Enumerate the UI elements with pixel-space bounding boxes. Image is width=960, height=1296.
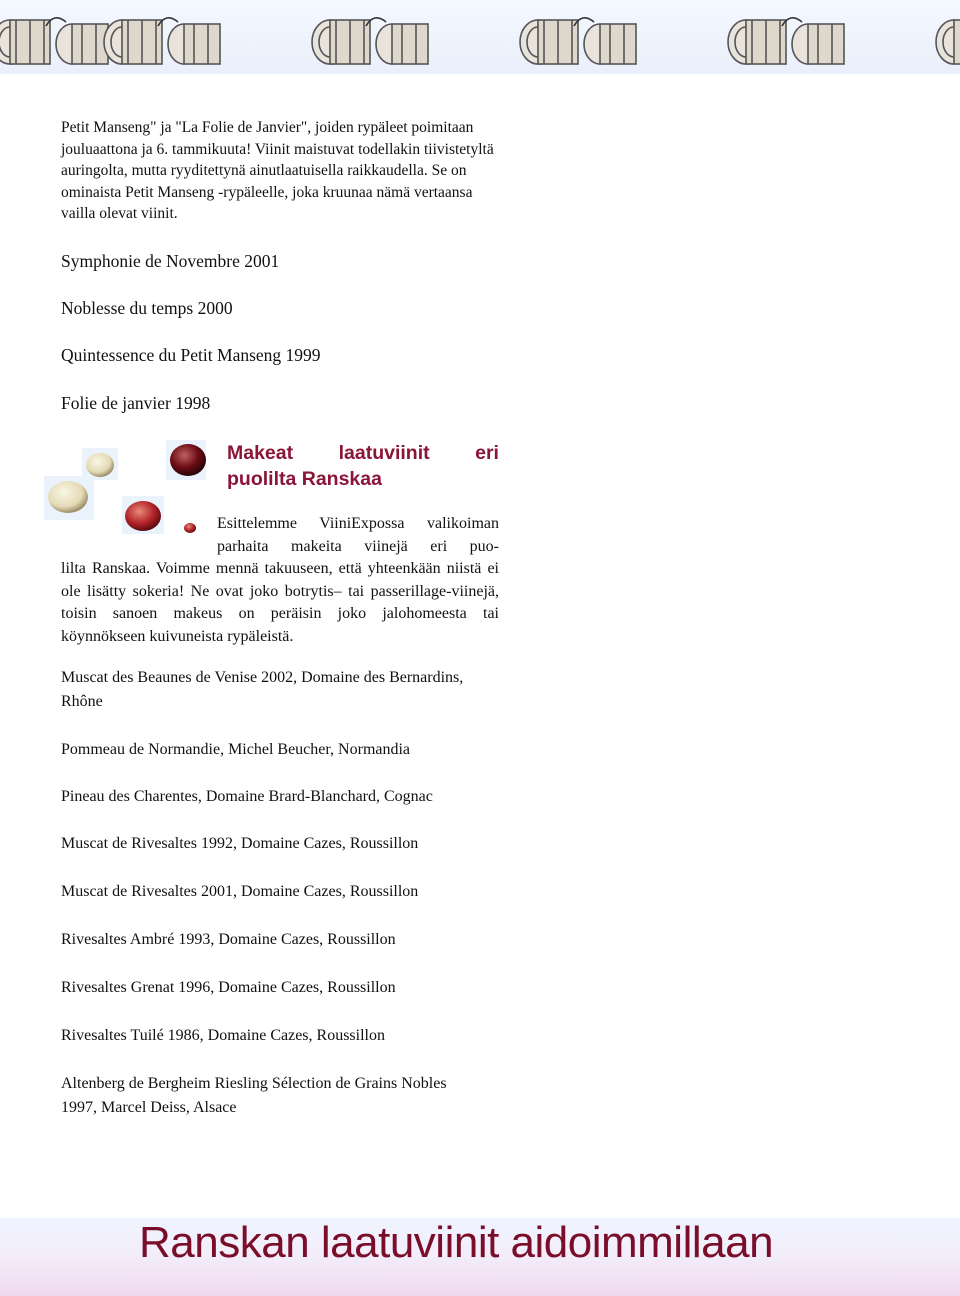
featured-wine-item: Symphonie de Novembre 2001: [61, 251, 280, 271]
promo-heading-line: puolilta Ranskaa: [227, 468, 382, 490]
featured-wine-item: Folie de janvier 1998: [61, 393, 211, 413]
featured-wine-item: Quintessence du Petit Manseng 1999: [61, 345, 321, 365]
featured-wine-item: Noblesse du temps 2000: [61, 298, 233, 318]
header-barrel-band: [0, 0, 960, 74]
promo-body-intro: Esittelemme ViiniExpossa valikoiman parhaita makeita viinejä eri puo-: [217, 515, 499, 555]
barrel-illustration-icon: [514, 6, 644, 68]
wine-list-item: Pineau des Charentes, Domaine Brard-Blanchard, Cognac: [61, 788, 433, 805]
promo-heading-word: laatuviinit: [338, 442, 430, 464]
intro-paragraph: Petit Manseng" ja "La Folie de Janvier", joiden rypäleet poimitaan jouluaattona ja 6. tammikuuta! Viinit maistuvat todellakin tiivistetyltä auringolta, mutta ryyditettynä ainutlaatuisella raikkaudella. Se on ominaista Petit Manseng -rypäleelle, joka kruunaa nämä vertaansa vailla olevat viinit.: [61, 119, 494, 222]
promo-heading-word: eri: [475, 442, 499, 464]
barrel-illustration-icon: [722, 6, 852, 68]
wine-list-item: Muscat des Beaunes de Venise 2002, Domaine des Bernardins, Rhône: [61, 669, 464, 710]
promo-body-rest: lilta Ranskaa. Voimme mennä takuuseen, että yhteenkään niistä ei ole lisätty sokeria! Ne ovat joko botrytis– tai passerillage-viinejä, toisin sanoen makeus on peräisin joko jalohomeesta tai köynnökseen kuivuneista rypäleistä.: [61, 560, 499, 645]
barrel-illustration-icon: [98, 6, 228, 68]
promo-heading-word: Makeat: [227, 442, 294, 464]
promo-heading: [227, 440, 499, 492]
wine-list-item: Rivesaltes Grenat 1996, Domaine Cazes, Roussillon: [61, 979, 396, 996]
barrel-illustration-icon: [930, 6, 960, 68]
barrel-illustration-icon: [306, 6, 436, 68]
footer-title: Ranskan laatuviinit aidoimmillaan: [139, 1218, 774, 1267]
wine-list-item: Muscat de Rivesaltes 1992, Domaine Cazes, Roussillon: [61, 835, 419, 852]
wine-list-item: Rivesaltes Ambré 1993, Domaine Cazes, Roussillon: [61, 931, 396, 948]
wine-list-item: Rivesaltes Tuilé 1986, Domaine Cazes, Roussillon: [61, 1027, 385, 1044]
wine-list-item: Pommeau de Normandie, Michel Beucher, Normandia: [61, 741, 411, 758]
promo-body: [61, 513, 499, 648]
wine-list-item: Altenberg de Bergheim Riesling Sélection de Grains Nobles 1997, Marcel Deiss, Alsace: [61, 1075, 447, 1116]
wine-list-item: Muscat de Rivesaltes 2001, Domaine Cazes, Roussillon: [61, 883, 419, 900]
